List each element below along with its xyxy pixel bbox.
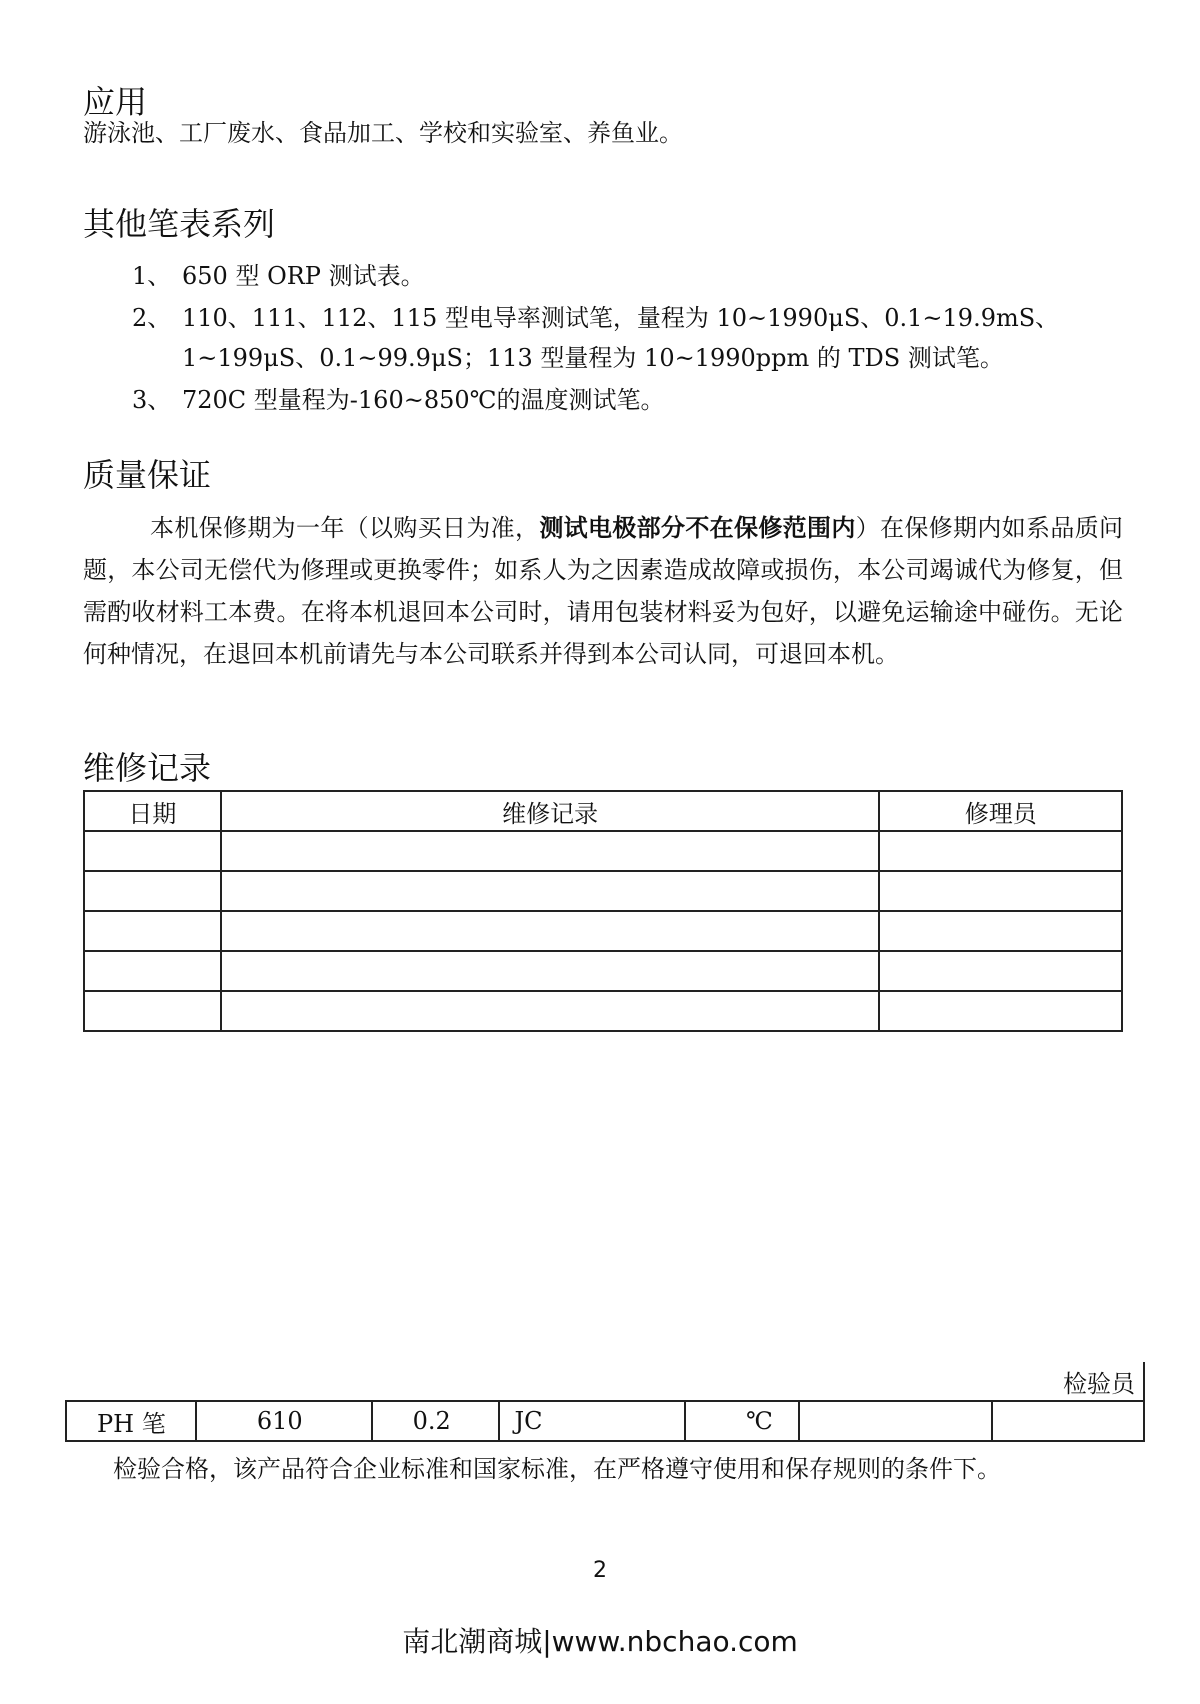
repair-record-heading: 维修记录 — [83, 749, 212, 787]
table-cell — [221, 831, 880, 871]
table-cell — [221, 871, 880, 911]
column-header-date: 日期 — [84, 791, 221, 831]
warranty-heading: 质量保证 — [83, 456, 212, 494]
footer-brand: 南北潮商城|www.nbchao.com — [402, 1625, 798, 1658]
series-item-number: 1、 — [132, 262, 172, 290]
table-cell — [221, 911, 880, 951]
warranty-exclusion-emphasis: 测试电极部分不在保修范围内 — [539, 514, 856, 542]
table-row — [84, 951, 1122, 991]
table-cell — [221, 991, 880, 1031]
column-header-repairer: 修理员 — [879, 791, 1122, 831]
series-item-text: 110、111、112、115 型电导率测试笔，量程为 10~1990μS、0.1~19.9mS、 — [182, 304, 1060, 332]
table-cell — [84, 831, 221, 871]
table-cell — [879, 991, 1122, 1031]
table-row — [84, 871, 1122, 911]
accuracy-cell: 0.2 — [372, 1401, 500, 1441]
table-header-row — [84, 791, 1122, 831]
code-cell: JC — [499, 1401, 685, 1441]
warranty-text-rest: 内如系品质问题，本公司无偿代为修理或更换零件；如系人为之因素造成故障或损伤，本公司竭诚代为修复，但需酌收材料工本费。在将本机退回本公司时，请用包装材料妥为包好，以避免运输途中碰伤。无论何种情况，在退回本机前请先与本公司联系并得到本公司认同，可退回本机。 — [83, 514, 1124, 668]
inspection-table — [65, 1362, 1145, 1442]
applications-text: 游泳池、工厂废水、食品加工、学校和实验室、养鱼业。 — [83, 119, 683, 147]
warranty-paragraph — [83, 507, 1123, 675]
table-cell — [84, 951, 221, 991]
warranty-text-start: 本机保修期为一年（以购买日为准， — [150, 514, 540, 542]
repair-record-table — [83, 790, 1123, 1032]
page-number: 2 — [593, 1558, 607, 1583]
applications-heading: 应用 — [83, 83, 148, 121]
table-cell — [84, 911, 221, 951]
series-item-text: 650 型 ORP 测试表。 — [182, 262, 425, 290]
table-cell — [879, 951, 1122, 991]
series-item-text: 720C 型量程为-160~850℃的温度测试笔。 — [182, 386, 665, 414]
table-cell — [84, 991, 221, 1031]
table-cell — [879, 911, 1122, 951]
table-cell — [221, 951, 880, 991]
series-item-number: 2、 — [132, 304, 172, 332]
inspector-row — [66, 1362, 1144, 1401]
product-type-cell: PH 笔 — [66, 1401, 196, 1441]
table-cell — [879, 831, 1122, 871]
model-cell: 610 — [196, 1401, 372, 1441]
inspection-statement: 检验合格，该产品符合企业标准和国家标准，在严格遵守使用和保存规则的条件下。 — [113, 1455, 1001, 1483]
series-item-text-continued: 1~199μS、0.1~99.9μS；113 型量程为 10~1990ppm 的 TDS 测试笔。 — [182, 344, 1004, 372]
inspection-empty-cell — [992, 1401, 1144, 1441]
table-cell — [84, 871, 221, 911]
table-row — [84, 911, 1122, 951]
table-row — [84, 831, 1122, 871]
unit-cell: ℃ — [685, 1401, 799, 1441]
other-series-heading: 其他笔表系列 — [83, 205, 276, 243]
column-header-record: 维修记录 — [221, 791, 880, 831]
warranty-text-mid: ）在保修期 — [855, 514, 978, 542]
inspection-empty-cell — [799, 1401, 992, 1441]
table-row — [84, 991, 1122, 1031]
series-item-number: 3、 — [132, 386, 172, 414]
inspector-label: 检验员 — [66, 1362, 1144, 1401]
inspection-row — [66, 1401, 1144, 1441]
table-cell — [879, 871, 1122, 911]
